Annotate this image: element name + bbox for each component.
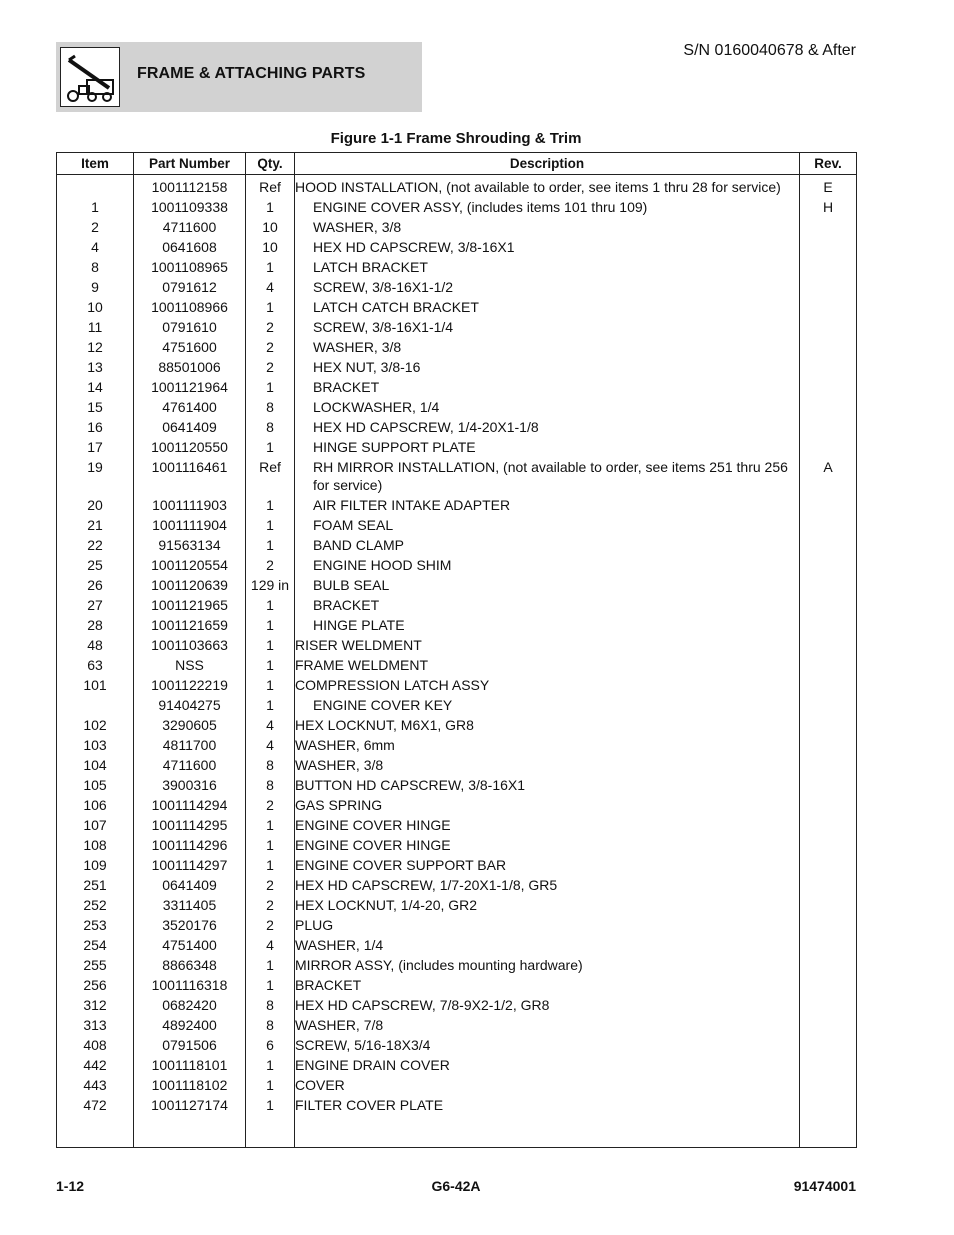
item-cell: 408 <box>57 1035 134 1055</box>
qty-cell: 1 <box>246 815 295 835</box>
rev-cell <box>800 835 857 855</box>
qty-cell: 1 <box>246 1095 295 1115</box>
description-cell: BRACKET <box>295 377 800 397</box>
rev-cell <box>800 297 857 317</box>
description-cell: HEX HD CAPSCREW, 7/8-9X2-1/2, GR8 <box>295 995 800 1015</box>
part-number-cell: 1001114297 <box>134 855 246 875</box>
rev-cell <box>800 1095 857 1115</box>
qty-cell: 8 <box>246 775 295 795</box>
qty-cell: 1 <box>246 257 295 277</box>
table-row <box>57 197 857 217</box>
item-cell: 2 <box>57 217 134 237</box>
part-number-cell: 1001118102 <box>134 1075 246 1095</box>
item-cell: 19 <box>57 457 134 495</box>
description-cell: HEX NUT, 3/8-16 <box>295 357 800 377</box>
description-cell: ENGINE COVER HINGE <box>295 835 800 855</box>
page-number: 1-12 <box>56 1178 85 1194</box>
qty-cell: 10 <box>246 217 295 237</box>
table-row <box>57 317 857 337</box>
description-cell: PLUG <box>295 915 800 935</box>
rev-cell <box>800 515 857 535</box>
rev-cell <box>800 715 857 735</box>
qty-cell: 1 <box>246 615 295 635</box>
column-header-description: Description <box>295 153 800 175</box>
item-cell: 63 <box>57 655 134 675</box>
rev-cell: H <box>800 197 857 217</box>
description-cell: ENGINE COVER SUPPORT BAR <box>295 855 800 875</box>
table-row <box>57 217 857 237</box>
rev-cell <box>800 595 857 615</box>
table-row <box>57 1055 857 1075</box>
table-row <box>57 417 857 437</box>
empty-cell <box>57 1115 134 1148</box>
table-row <box>57 815 857 835</box>
table-row <box>57 297 857 317</box>
item-cell: 443 <box>57 1075 134 1095</box>
part-number-cell: 4711600 <box>134 755 246 775</box>
qty-cell: 1 <box>246 595 295 615</box>
table-row <box>57 835 857 855</box>
table-row <box>57 995 857 1015</box>
part-number-cell: 0641409 <box>134 875 246 895</box>
qty-cell: 1 <box>246 437 295 457</box>
description-cell: HEX HD CAPSCREW, 1/7-20X1-1/8, GR5 <box>295 875 800 895</box>
empty-cell <box>295 1115 800 1148</box>
part-number-cell: 4751600 <box>134 337 246 357</box>
qty-cell: 2 <box>246 555 295 575</box>
qty-cell: 1 <box>246 297 295 317</box>
rev-cell <box>800 875 857 895</box>
item-cell: 104 <box>57 755 134 775</box>
model-number: G6-42A <box>431 1178 481 1194</box>
part-number-cell: 1001120550 <box>134 437 246 457</box>
qty-cell: 8 <box>246 1015 295 1035</box>
item-cell: 26 <box>57 575 134 595</box>
description-cell: WASHER, 1/4 <box>295 935 800 955</box>
part-number-cell: 3290605 <box>134 715 246 735</box>
description-cell: MIRROR ASSY, (includes mounting hardware) <box>295 955 800 975</box>
part-number-cell: 1001111903 <box>134 495 246 515</box>
rev-cell <box>800 495 857 515</box>
qty-cell: 2 <box>246 875 295 895</box>
rev-cell <box>800 615 857 635</box>
description-cell: RH MIRROR INSTALLATION, (not available to order, see items 251 thru 256 for service) <box>295 457 800 495</box>
rev-cell <box>800 357 857 377</box>
qty-cell: 1 <box>246 955 295 975</box>
rev-cell <box>800 955 857 975</box>
rev-cell <box>800 855 857 875</box>
rev-cell <box>800 1055 857 1075</box>
item-cell: 22 <box>57 535 134 555</box>
description-cell: BAND CLAMP <box>295 535 800 555</box>
part-number-cell: 4751400 <box>134 935 246 955</box>
table-row <box>57 277 857 297</box>
description-cell: HEX HD CAPSCREW, 3/8-16X1 <box>295 237 800 257</box>
table-row <box>57 775 857 795</box>
item-cell: 12 <box>57 337 134 357</box>
qty-cell: 8 <box>246 995 295 1015</box>
item-cell: 25 <box>57 555 134 575</box>
document-number: 91474001 <box>793 1178 856 1194</box>
table-row <box>57 1015 857 1035</box>
qty-cell: 1 <box>246 655 295 675</box>
description-cell: COVER <box>295 1075 800 1095</box>
table-row <box>57 935 857 955</box>
qty-cell: 1 <box>246 675 295 695</box>
part-number-cell: 1001114295 <box>134 815 246 835</box>
part-number-cell: 1001122219 <box>134 675 246 695</box>
rev-cell <box>800 397 857 417</box>
item-cell: 101 <box>57 675 134 695</box>
description-cell: WASHER, 3/8 <box>295 217 800 237</box>
part-number-cell: 1001114294 <box>134 795 246 815</box>
description-cell: BULB SEAL <box>295 575 800 595</box>
table-row <box>57 1035 857 1055</box>
section-title: FRAME & ATTACHING PARTS <box>137 65 366 82</box>
rev-cell <box>800 1035 857 1055</box>
table-row <box>57 855 857 875</box>
rev-cell <box>800 895 857 915</box>
rev-cell <box>800 915 857 935</box>
part-number-cell: 8866348 <box>134 955 246 975</box>
description-cell: WASHER, 3/8 <box>295 337 800 357</box>
parts-table-body <box>57 175 857 1148</box>
rev-cell <box>800 237 857 257</box>
description-cell: BUTTON HD CAPSCREW, 3/8-16X1 <box>295 775 800 795</box>
empty-cell <box>134 1115 246 1148</box>
rev-cell <box>800 655 857 675</box>
column-header-rev: Rev. <box>800 153 857 175</box>
qty-cell: 1 <box>246 635 295 655</box>
part-number-cell: 0791610 <box>134 317 246 337</box>
table-header-row <box>57 153 857 175</box>
part-number-cell: 0641608 <box>134 237 246 257</box>
part-number-cell: 1001121965 <box>134 595 246 615</box>
table-row <box>57 1095 857 1115</box>
item-cell: 13 <box>57 357 134 377</box>
item-cell: 254 <box>57 935 134 955</box>
figure-title: Figure 1-1 Frame Shrouding & Trim <box>330 130 582 147</box>
qty-cell: 1 <box>246 377 295 397</box>
empty-cell <box>246 1115 295 1148</box>
rev-cell <box>800 735 857 755</box>
rev-cell <box>800 437 857 457</box>
part-number-cell: 4711600 <box>134 217 246 237</box>
part-number-cell: 1001121659 <box>134 615 246 635</box>
table-row <box>57 675 857 695</box>
item-cell: 442 <box>57 1055 134 1075</box>
description-cell: BRACKET <box>295 975 800 995</box>
table-row <box>57 635 857 655</box>
rev-cell <box>800 1075 857 1095</box>
qty-cell: 1 <box>246 695 295 715</box>
item-cell: 28 <box>57 615 134 635</box>
qty-cell: 1 <box>246 197 295 217</box>
description-cell: ENGINE COVER HINGE <box>295 815 800 835</box>
qty-cell: 1 <box>246 975 295 995</box>
description-cell: SCREW, 5/16-18X3/4 <box>295 1035 800 1055</box>
table-row <box>57 695 857 715</box>
description-cell: HEX LOCKNUT, 1/4-20, GR2 <box>295 895 800 915</box>
qty-cell: 129 in <box>246 575 295 595</box>
rev-cell: E <box>800 175 857 198</box>
table-row <box>57 457 857 495</box>
description-cell: ENGINE HOOD SHIM <box>295 555 800 575</box>
part-number-cell: 1001121964 <box>134 377 246 397</box>
part-number-cell: 1001108966 <box>134 297 246 317</box>
empty-cell <box>800 1115 857 1148</box>
table-row <box>57 555 857 575</box>
rev-cell <box>800 975 857 995</box>
description-cell: HINGE SUPPORT PLATE <box>295 437 800 457</box>
description-cell: HINGE PLATE <box>295 615 800 635</box>
qty-cell: 10 <box>246 237 295 257</box>
table-row <box>57 1075 857 1095</box>
rev-cell <box>800 635 857 655</box>
qty-cell: 4 <box>246 935 295 955</box>
part-number-cell: 3520176 <box>134 915 246 935</box>
qty-cell: 4 <box>246 735 295 755</box>
rev-cell <box>800 575 857 595</box>
part-number-cell: 0682420 <box>134 995 246 1015</box>
qty-cell: 1 <box>246 535 295 555</box>
description-cell: GAS SPRING <box>295 795 800 815</box>
part-number-cell: 1001120639 <box>134 575 246 595</box>
rev-cell <box>800 675 857 695</box>
part-number-cell: 1001116461 <box>134 457 246 495</box>
machine-logo-icon <box>60 47 120 107</box>
qty-cell: 1 <box>246 835 295 855</box>
part-number-cell: 0641409 <box>134 417 246 437</box>
table-row <box>57 895 857 915</box>
description-cell: LATCH CATCH BRACKET <box>295 297 800 317</box>
description-cell: SCREW, 3/8-16X1-1/4 <box>295 317 800 337</box>
rev-cell <box>800 277 857 297</box>
rev-cell: A <box>800 457 857 495</box>
table-row <box>57 595 857 615</box>
item-cell: 48 <box>57 635 134 655</box>
part-number-cell: 4892400 <box>134 1015 246 1035</box>
qty-cell: 1 <box>246 1075 295 1095</box>
qty-cell: 8 <box>246 397 295 417</box>
qty-cell: 1 <box>246 515 295 535</box>
table-spacer-row <box>57 1115 857 1148</box>
rev-cell <box>800 755 857 775</box>
description-cell: HEX LOCKNUT, M6X1, GR8 <box>295 715 800 735</box>
item-cell: 255 <box>57 955 134 975</box>
qty-cell: Ref <box>246 175 295 198</box>
table-row <box>57 655 857 675</box>
part-number-cell: 91563134 <box>134 535 246 555</box>
part-number-cell: 91404275 <box>134 695 246 715</box>
table-row <box>57 377 857 397</box>
item-cell: 8 <box>57 257 134 277</box>
part-number-cell: 1001116318 <box>134 975 246 995</box>
table-row <box>57 175 857 198</box>
item-cell: 313 <box>57 1015 134 1035</box>
item-cell: 105 <box>57 775 134 795</box>
table-row <box>57 955 857 975</box>
qty-cell: 1 <box>246 1055 295 1075</box>
description-cell: FILTER COVER PLATE <box>295 1095 800 1115</box>
table-row <box>57 575 857 595</box>
table-row <box>57 715 857 735</box>
table-row <box>57 515 857 535</box>
description-cell: WASHER, 3/8 <box>295 755 800 775</box>
table-row <box>57 337 857 357</box>
rev-cell <box>800 257 857 277</box>
table-row <box>57 975 857 995</box>
rev-cell <box>800 995 857 1015</box>
item-cell: 251 <box>57 875 134 895</box>
description-cell: AIR FILTER INTAKE ADAPTER <box>295 495 800 515</box>
part-number-cell: 1001120554 <box>134 555 246 575</box>
item-cell: 20 <box>57 495 134 515</box>
part-number-cell: 1001114296 <box>134 835 246 855</box>
rev-cell <box>800 535 857 555</box>
rev-cell <box>800 695 857 715</box>
part-number-cell: 1001109338 <box>134 197 246 217</box>
part-number-cell: 1001118101 <box>134 1055 246 1075</box>
item-cell: 21 <box>57 515 134 535</box>
item-cell <box>57 175 134 198</box>
item-cell: 102 <box>57 715 134 735</box>
description-cell: SCREW, 3/8-16X1-1/2 <box>295 277 800 297</box>
part-number-cell: 0791506 <box>134 1035 246 1055</box>
qty-cell: 1 <box>246 855 295 875</box>
description-cell: HOOD INSTALLATION, (not available to order, see items 1 thru 28 for service) <box>295 175 800 198</box>
item-cell: 103 <box>57 735 134 755</box>
item-cell: 1 <box>57 197 134 217</box>
table-row <box>57 257 857 277</box>
table-row <box>57 915 857 935</box>
description-cell: WASHER, 7/8 <box>295 1015 800 1035</box>
qty-cell: 1 <box>246 495 295 515</box>
item-cell: 472 <box>57 1095 134 1115</box>
table-row <box>57 735 857 755</box>
item-cell: 253 <box>57 915 134 935</box>
rev-cell <box>800 935 857 955</box>
part-number-cell: 4811700 <box>134 735 246 755</box>
item-cell: 108 <box>57 835 134 855</box>
rev-cell <box>800 555 857 575</box>
qty-cell: 8 <box>246 417 295 437</box>
description-cell: LATCH BRACKET <box>295 257 800 277</box>
rev-cell <box>800 775 857 795</box>
description-cell: RISER WELDMENT <box>295 635 800 655</box>
table-row <box>57 795 857 815</box>
description-cell: FOAM SEAL <box>295 515 800 535</box>
description-cell: ENGINE COVER KEY <box>295 695 800 715</box>
table-row <box>57 755 857 775</box>
qty-cell: 2 <box>246 895 295 915</box>
table-row <box>57 437 857 457</box>
description-cell: ENGINE DRAIN COVER <box>295 1055 800 1075</box>
table-row <box>57 875 857 895</box>
rev-cell <box>800 795 857 815</box>
qty-cell: Ref <box>246 457 295 495</box>
item-cell: 4 <box>57 237 134 257</box>
item-cell: 312 <box>57 995 134 1015</box>
qty-cell: 6 <box>246 1035 295 1055</box>
part-number-cell: 1001127174 <box>134 1095 246 1115</box>
qty-cell: 8 <box>246 755 295 775</box>
qty-cell: 2 <box>246 357 295 377</box>
item-cell: 15 <box>57 397 134 417</box>
qty-cell: 4 <box>246 277 295 297</box>
description-cell: LOCKWASHER, 1/4 <box>295 397 800 417</box>
rev-cell <box>800 217 857 237</box>
rev-cell <box>800 417 857 437</box>
item-cell: 107 <box>57 815 134 835</box>
table-row <box>57 237 857 257</box>
item-cell <box>57 695 134 715</box>
item-cell: 14 <box>57 377 134 397</box>
table-row <box>57 495 857 515</box>
rev-cell <box>800 815 857 835</box>
item-cell: 27 <box>57 595 134 615</box>
item-cell: 252 <box>57 895 134 915</box>
table-row <box>57 357 857 377</box>
item-cell: 256 <box>57 975 134 995</box>
qty-cell: 2 <box>246 317 295 337</box>
part-number-cell: 88501006 <box>134 357 246 377</box>
item-cell: 106 <box>57 795 134 815</box>
part-number-cell: 4761400 <box>134 397 246 417</box>
table-row <box>57 535 857 555</box>
rev-cell <box>800 317 857 337</box>
item-cell: 16 <box>57 417 134 437</box>
qty-cell: 2 <box>246 915 295 935</box>
part-number-cell: 1001108965 <box>134 257 246 277</box>
part-number-cell: NSS <box>134 655 246 675</box>
column-header-part-number: Part Number <box>134 153 246 175</box>
part-number-cell: 1001103663 <box>134 635 246 655</box>
description-cell: WASHER, 6mm <box>295 735 800 755</box>
item-cell: 10 <box>57 297 134 317</box>
part-number-cell: 0791612 <box>134 277 246 297</box>
serial-number-range: S/N 0160040678 & After <box>683 42 856 59</box>
description-cell: ENGINE COVER ASSY, (includes items 101 thru 109) <box>295 197 800 217</box>
part-number-cell: 3311405 <box>134 895 246 915</box>
rev-cell <box>800 337 857 357</box>
qty-cell: 2 <box>246 337 295 357</box>
column-header-qty: Qty. <box>246 153 295 175</box>
item-cell: 17 <box>57 437 134 457</box>
item-cell: 109 <box>57 855 134 875</box>
part-number-cell: 1001112158 <box>134 175 246 198</box>
parts-table <box>56 152 857 1148</box>
description-cell: HEX HD CAPSCREW, 1/4-20X1-1/8 <box>295 417 800 437</box>
part-number-cell: 3900316 <box>134 775 246 795</box>
table-row <box>57 397 857 417</box>
item-cell: 9 <box>57 277 134 297</box>
description-cell: COMPRESSION LATCH ASSY <box>295 675 800 695</box>
description-cell: BRACKET <box>295 595 800 615</box>
description-cell: FRAME WELDMENT <box>295 655 800 675</box>
table-row <box>57 615 857 635</box>
item-cell: 11 <box>57 317 134 337</box>
rev-cell <box>800 1015 857 1035</box>
rev-cell <box>800 377 857 397</box>
column-header-item: Item <box>57 153 134 175</box>
part-number-cell: 1001111904 <box>134 515 246 535</box>
qty-cell: 4 <box>246 715 295 735</box>
qty-cell: 2 <box>246 795 295 815</box>
